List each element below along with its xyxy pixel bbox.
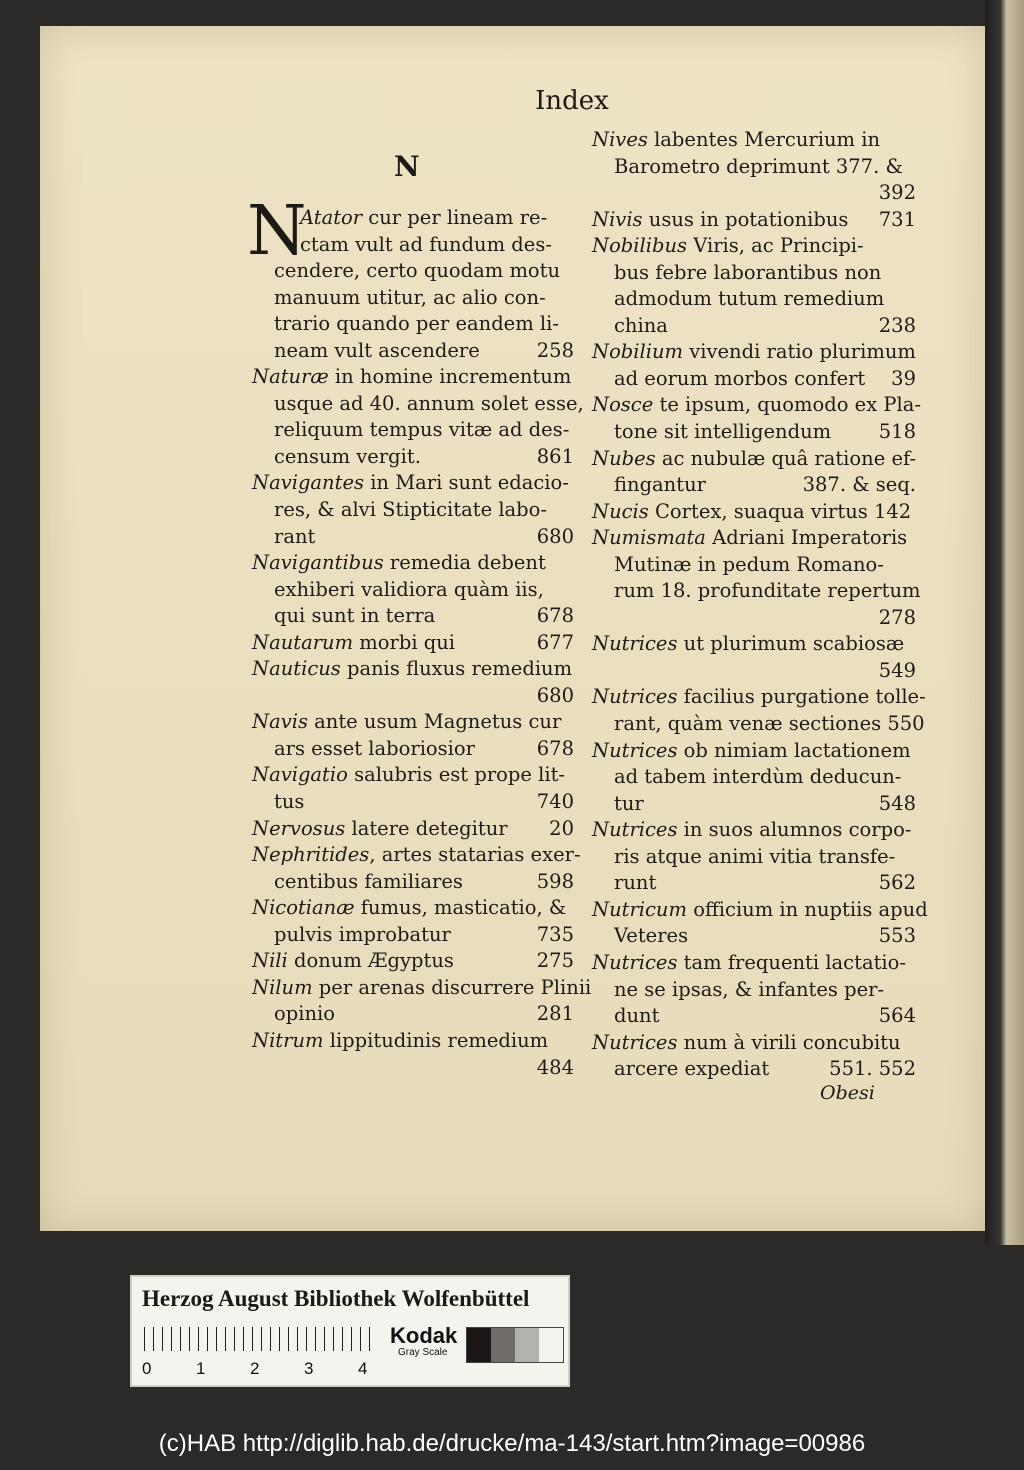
index-line — [592, 207, 916, 234]
color-calibration-bar — [130, 1275, 570, 1387]
page-reference: 20 — [549, 816, 574, 840]
index-headword: Nicotianæ — [252, 896, 355, 920]
index-text: lippitudinis remedium — [323, 1028, 549, 1052]
page-reference: 553 — [878, 924, 916, 948]
index-text: dunt — [614, 1004, 660, 1028]
index-column-right — [592, 127, 928, 1083]
index-line — [252, 232, 574, 259]
index-text: ctam vult ad fundum des- — [300, 232, 552, 256]
index-line — [592, 977, 916, 1004]
index-line — [252, 311, 574, 338]
index-line — [252, 1028, 574, 1055]
index-text: pulvis improbatur — [274, 922, 451, 946]
index-text: latere detegitur — [345, 816, 508, 840]
index-text: labentes Mercurium in — [647, 128, 881, 151]
page-reference: 680 — [536, 524, 574, 548]
index-text: in Mari sunt edacio- — [364, 471, 569, 495]
index-line — [592, 499, 916, 526]
index-headword: Atator — [300, 206, 363, 229]
index-text: ante usum Magnetus cur — [307, 710, 562, 734]
index-line — [252, 1055, 574, 1082]
index-text: salubris est prope lit- — [347, 763, 565, 787]
index-line — [592, 711, 925, 738]
index-headword: Nutrices — [592, 1030, 678, 1054]
page-reference: 518 — [878, 420, 916, 444]
index-headword: Nutrices — [592, 685, 678, 709]
index-headword: Nucis — [592, 499, 649, 523]
index-headword: Navigantes — [252, 471, 364, 495]
index-text: res, & alvi Stipticitate labo- — [274, 498, 547, 522]
index-text: facilius purgatione tolle- — [677, 685, 926, 709]
index-line — [592, 260, 916, 287]
page-reference: 281 — [536, 1002, 574, 1026]
ruler-number: 2 — [250, 1359, 260, 1378]
index-text: Veteres — [614, 924, 689, 948]
index-text: admodum tutum remedium — [614, 287, 885, 311]
index-text: tus — [274, 790, 305, 814]
index-line — [592, 313, 916, 340]
index-text: fingantur — [614, 473, 706, 497]
index-text: rant — [274, 524, 316, 548]
index-text: per arenas discurrere Plinii — [312, 975, 592, 999]
page-reference: 680 — [536, 683, 574, 707]
index-text: bus febre laborantibus non — [614, 260, 882, 284]
index-text: remedia debent — [383, 551, 546, 575]
index-headword: Nilum — [252, 975, 313, 999]
page-reference: 238 — [878, 313, 916, 337]
drop-capital: N — [247, 192, 307, 271]
index-text: exhiberi validiora quàm iis, — [274, 577, 544, 601]
index-line — [592, 180, 916, 207]
index-line — [252, 789, 574, 816]
index-text: cur per lineam re- — [362, 206, 548, 229]
index-headword: Nives — [592, 128, 648, 151]
index-line — [252, 816, 574, 843]
index-text: tur — [614, 791, 644, 815]
index-headword: Nephritides — [252, 843, 370, 867]
index-text: ad eorum morbos confert — [614, 366, 866, 390]
source-url-footer: (c)HAB http://diglib.hab.de/drucke/ma-143/start.htm?image=00986 — [158, 1430, 866, 1457]
index-line — [252, 524, 574, 551]
index-line — [592, 764, 916, 791]
index-line — [252, 550, 574, 577]
index-line — [252, 630, 574, 657]
gray-patch — [539, 1328, 563, 1362]
index-text: vivendi ratio plurimum — [683, 340, 916, 364]
index-text: manuum utitur, ac alio con- — [274, 285, 546, 309]
page-reference: 387. & seq. — [802, 473, 916, 497]
index-line — [252, 417, 574, 444]
index-text: , artes statarias exer- — [369, 843, 581, 867]
index-line — [252, 470, 574, 497]
index-line — [252, 205, 574, 232]
index-line — [592, 658, 916, 685]
index-line — [252, 577, 574, 604]
index-line — [252, 842, 581, 869]
index-line — [252, 364, 574, 391]
index-text: Adriani Imperatoris — [705, 526, 908, 550]
index-line — [252, 869, 574, 896]
index-line — [592, 738, 916, 765]
page-reference: 548 — [878, 791, 916, 815]
index-line — [252, 338, 574, 365]
index-text: cendere, certo quodam motu — [274, 259, 561, 283]
index-line — [592, 525, 916, 552]
index-text: reliquum tempus vitæ ad des- — [274, 418, 570, 442]
index-line — [592, 552, 916, 579]
index-line — [252, 895, 574, 922]
index-text: panis fluxus remedium — [340, 657, 573, 681]
ruler-number: 0 — [142, 1359, 152, 1378]
section-letter: N — [394, 150, 420, 183]
index-line — [592, 1030, 916, 1057]
index-headword: Nili — [252, 949, 288, 973]
index-text: ob nimiam lactationem — [677, 738, 911, 762]
index-line — [252, 736, 574, 763]
brand-sublabel: Gray Scale — [398, 1347, 448, 1358]
page-reference: 731 — [878, 207, 916, 231]
index-text: te ipsum, quomodo ex Pla- — [653, 393, 921, 417]
index-text: Viris, ac Principi- — [687, 234, 864, 258]
page-reference: 678 — [536, 736, 574, 760]
library-name: Herzog August Bibliothek Wolfenbüttel — [142, 1286, 530, 1311]
index-headword: Naturæ — [252, 365, 329, 389]
index-column-left — [252, 205, 592, 1081]
index-text: arcere expediat — [614, 1057, 770, 1081]
index-line — [592, 472, 916, 499]
ruler-ticks — [144, 1327, 372, 1351]
index-line — [592, 950, 916, 977]
index-text: in suos alumnos corpo- — [677, 818, 912, 842]
index-line — [592, 631, 916, 658]
page-reference: 562 — [878, 871, 916, 895]
index-line — [252, 285, 574, 312]
page-reference: 598 — [536, 869, 574, 893]
index-line — [252, 391, 584, 418]
index-line — [592, 791, 916, 818]
index-text: ac nubulæ quâ ratione ef- — [655, 446, 917, 470]
index-text: fumus, masticatio, & — [354, 896, 567, 920]
page-reference: 735 — [536, 922, 574, 946]
index-line — [592, 1003, 916, 1030]
index-headword: Nitrum — [252, 1028, 324, 1052]
index-text: tone sit intelligendum — [614, 420, 832, 444]
index-line — [252, 656, 574, 683]
index-headword: Nivis — [592, 207, 643, 231]
index-line — [252, 683, 574, 710]
index-text: in homine incrementum — [328, 365, 572, 389]
gray-patch — [467, 1328, 491, 1362]
page-reference: 861 — [536, 444, 574, 468]
index-line — [592, 870, 916, 897]
index-headword: Navigatio — [252, 763, 348, 787]
index-text: ris atque animi vitia transfe- — [614, 844, 896, 868]
index-line — [252, 709, 574, 736]
index-headword: Nutrices — [592, 950, 678, 974]
index-text: Cortex, suaqua virtus 142 — [648, 499, 912, 523]
index-text: china — [614, 313, 668, 337]
page-reference: 740 — [536, 790, 574, 814]
index-line — [252, 762, 574, 789]
index-text: runt — [614, 871, 657, 895]
index-line — [592, 605, 916, 632]
index-text: neam vult ascendere — [274, 338, 480, 362]
index-line — [592, 684, 926, 711]
index-headword: Navis — [252, 710, 308, 734]
index-line — [252, 258, 574, 285]
index-line — [252, 444, 574, 471]
index-headword: Navigantibus — [252, 551, 384, 575]
index-text: donum Ægyptus — [287, 949, 454, 973]
index-text: morbi qui — [353, 630, 456, 654]
index-line — [252, 922, 574, 949]
index-line — [252, 497, 574, 524]
index-text: ut plurimum scabiosæ — [677, 632, 905, 656]
gray-patches — [466, 1327, 564, 1363]
index-text: rum 18. profunditate repertum — [614, 579, 921, 603]
page-title: Index — [535, 86, 609, 116]
index-text: tam frequenti lactatio- — [677, 950, 906, 974]
index-text: trario quando per eandem li- — [274, 312, 559, 336]
index-headword: Nauticus — [252, 657, 341, 681]
page-reference: 564 — [878, 1004, 916, 1028]
index-headword: Nubes — [592, 446, 656, 470]
index-headword: Nervosus — [252, 816, 346, 840]
index-headword: Nutricum — [592, 897, 687, 921]
index-line — [592, 897, 928, 924]
page-reference: 549 — [878, 658, 916, 682]
index-text: qui sunt in terra — [274, 604, 436, 628]
index-line — [592, 1056, 916, 1083]
index-line — [592, 578, 921, 605]
ruler-number: 4 — [358, 1359, 368, 1378]
index-text: ad tabem interdùm deducun- — [614, 765, 902, 789]
index-text: opinio — [274, 1002, 335, 1026]
index-text: Mutinæ in pedum Romano- — [614, 552, 884, 576]
page-reference: 392 — [878, 181, 916, 205]
index-headword: Nutrices — [592, 738, 678, 762]
index-text: centibus familiares — [274, 869, 463, 893]
index-line — [592, 339, 916, 366]
index-text: officium in nuptiis apud — [687, 897, 928, 921]
index-headword: Nutrices — [592, 632, 678, 656]
index-line — [252, 1001, 574, 1028]
index-text: rant, quàm venæ sectiones 550 — [614, 712, 925, 736]
index-line — [252, 975, 592, 1002]
index-headword: Numismata — [592, 526, 706, 550]
page-reference: 278 — [878, 605, 916, 629]
index-headword: Nosce — [592, 393, 654, 417]
index-headword: Nutrices — [592, 818, 678, 842]
ruler-number: 1 — [196, 1359, 206, 1378]
index-line — [592, 419, 916, 446]
index-line — [592, 233, 916, 260]
index-line — [592, 392, 921, 419]
index-line — [592, 286, 916, 313]
page-reference: 677 — [536, 630, 574, 654]
page-reference: 39 — [891, 366, 916, 390]
page-reference: 258 — [536, 338, 574, 362]
index-text: usque ad 40. annum solet esse, — [274, 391, 584, 415]
index-text: num à virili concubitu — [677, 1030, 901, 1054]
page-reference: 678 — [536, 604, 574, 628]
catchword: Obesi — [820, 1082, 875, 1104]
index-text: ne se ipsas, & infantes per- — [614, 977, 885, 1001]
index-line — [592, 923, 916, 950]
index-line — [592, 127, 916, 154]
index-line — [592, 446, 916, 473]
index-headword: Nobilium — [592, 340, 684, 364]
index-headword: Nobilibus — [592, 234, 688, 258]
index-line — [592, 844, 916, 871]
index-headword: Nautarum — [252, 630, 354, 654]
index-text: ars esset laboriosior — [274, 736, 475, 760]
index-line — [592, 817, 916, 844]
index-text: Barometro deprimunt 377. & — [614, 154, 903, 178]
index-line — [252, 948, 574, 975]
index-line — [592, 366, 916, 393]
index-line — [592, 154, 916, 181]
page-reference: 484 — [536, 1055, 574, 1079]
gray-patch — [491, 1328, 515, 1362]
index-text: usus in potationibus — [642, 207, 849, 231]
gray-patch — [515, 1328, 539, 1362]
index-text: censum vergit. — [274, 444, 421, 468]
page-reference: 275 — [536, 949, 574, 973]
index-line — [252, 603, 574, 630]
ruler-number: 3 — [304, 1359, 314, 1378]
page-reference: 551. 552 — [829, 1057, 916, 1081]
adjacent-page-edge — [985, 0, 1024, 1245]
brand-label: Kodak — [390, 1323, 458, 1348]
